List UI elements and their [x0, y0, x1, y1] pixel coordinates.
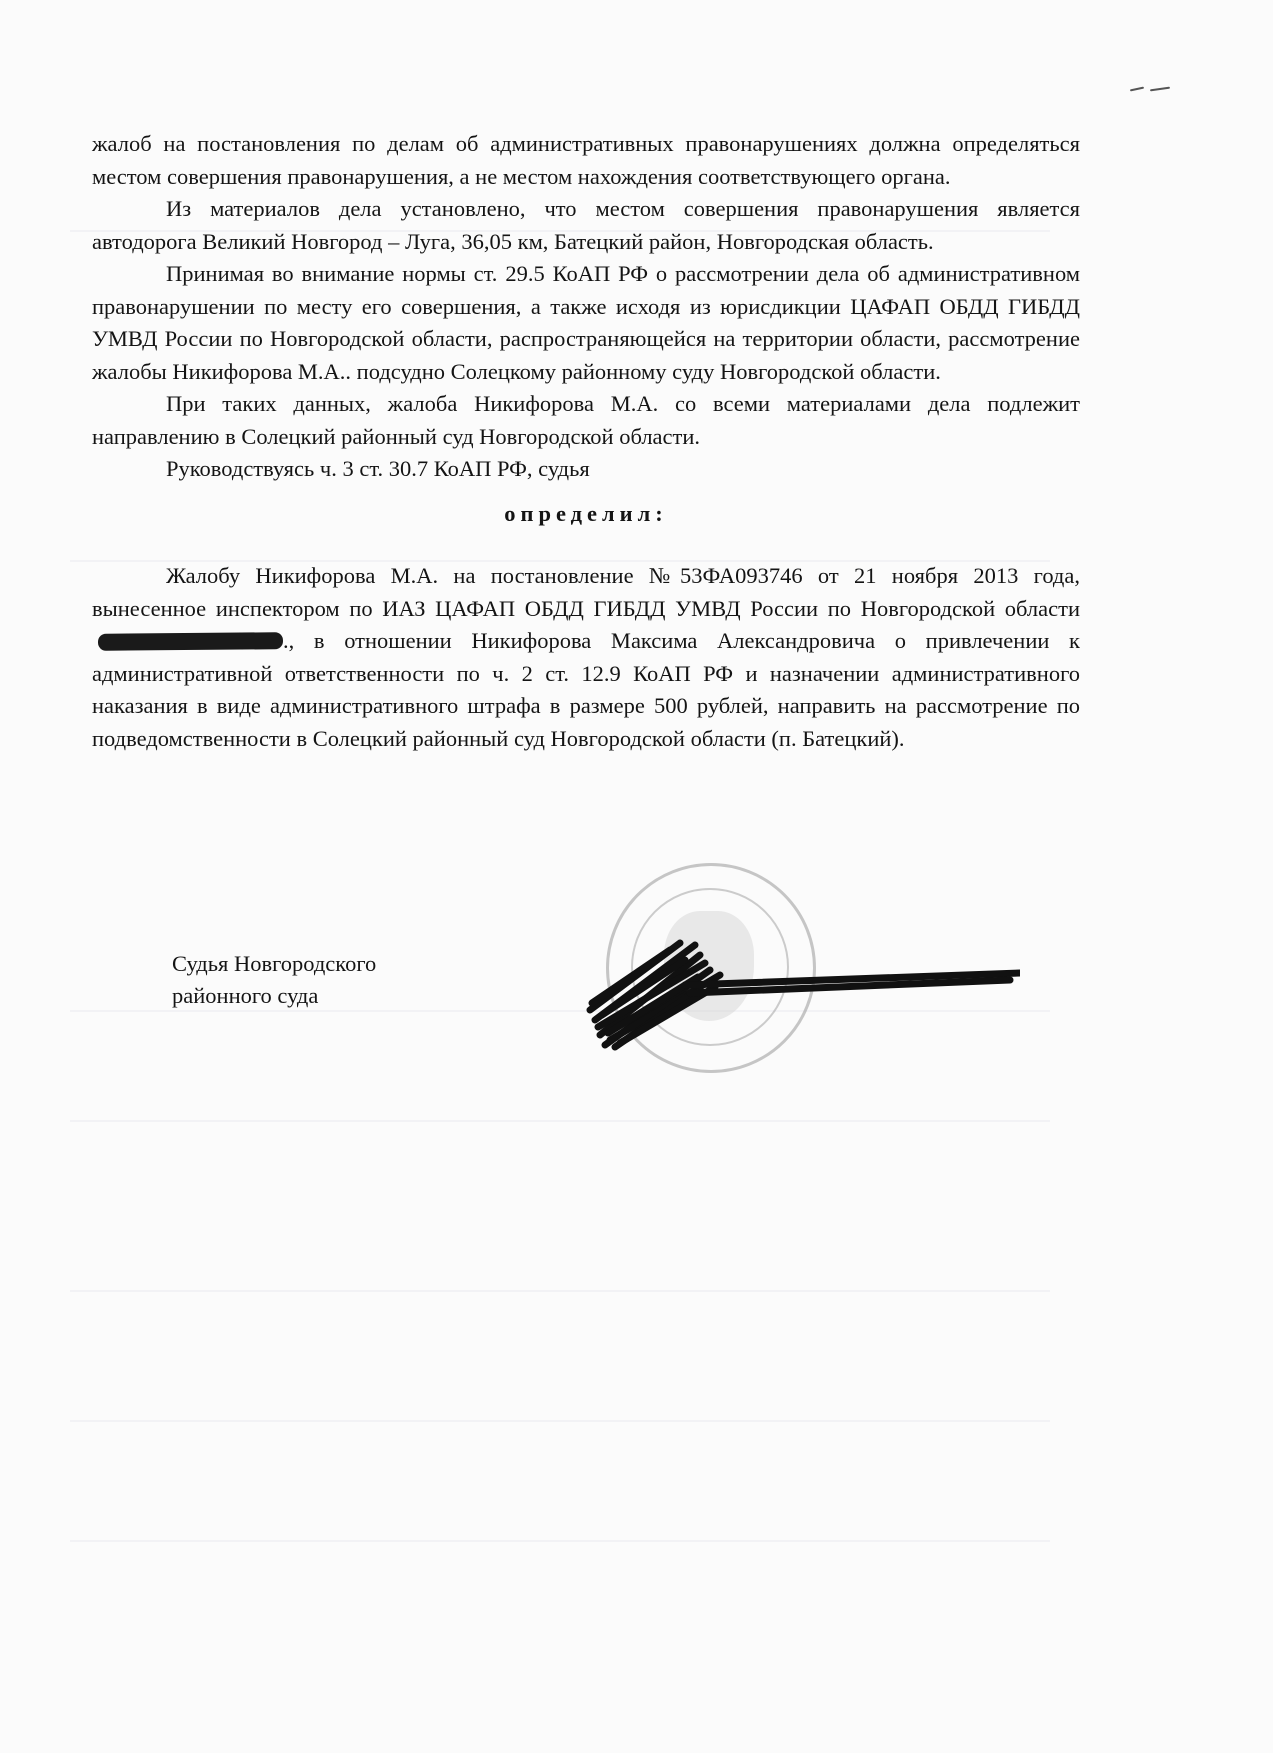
signature-title-line2: районного суда	[172, 983, 319, 1008]
paragraph-jurisdiction: жалоб на постановления по делам об административных правонарушениях должна определяться местом совершения правонарушения, а не местом нахождения соответствующего органа.	[92, 131, 1080, 189]
redacted-name	[98, 632, 283, 651]
signature-block	[172, 948, 376, 1012]
signature-title-line1: Судья Новгородского	[172, 951, 377, 976]
paragraph-norms: Принимая во внимание нормы ст. 29.5 КоАП РФ о рассмотрении дела об административном правонарушении по месту его совершения, а также исходя из юрисдикции ЦАФАП ОБДД ГИБДД УМВД России по Новгородской области, распространяющейся на территории области, рассмотрение жалобы Никифорова М.А.. подсудно Солецкому районному суду Новгородской области.	[92, 261, 1080, 384]
ruling-text-start: Жалобу Никифорова М.А. на постановление №53ФА093746 от 21 ноября 2013 года, вынесенное инспектором по ИАЗ ЦАФАП ОБДД ГИБДД УМВД России по Новгородской области	[92, 563, 1080, 621]
paragraph-decision: При таких данных, жалоба Никифорова М.А. со всеми материалами дела подлежит направлению в Солецкий районный суд Новгородской области.	[92, 391, 1080, 449]
scan-mark	[1150, 87, 1170, 92]
scan-mark	[1130, 87, 1144, 92]
redacted-signature	[580, 915, 1020, 1055]
ruling-heading: определил:	[504, 500, 668, 526]
paragraph-guidance: Руководствуясь ч. 3 ст. 30.7 КоАП РФ, судья	[166, 456, 590, 481]
paragraph-ruling	[92, 560, 1080, 755]
paragraph-location: Из материалов дела установлено, что местом совершения правонарушения является автодорога Великий Новгород – Луга, 36,05 км, Батецкий район, Новгородская область.	[92, 196, 1080, 254]
document-body	[92, 128, 1080, 755]
ruling-text-end: ., в отношении Никифорова Максима Александровича о привлечении к административной ответственности по ч. 2 ст. 12.9 КоАП РФ и назначении административного наказания в виде административного штрафа в размере 500 рублей, направить на рассмотрение по подведомственности в Солецкий районный суд Новгородской области (п. Батецкий).	[92, 628, 1080, 751]
